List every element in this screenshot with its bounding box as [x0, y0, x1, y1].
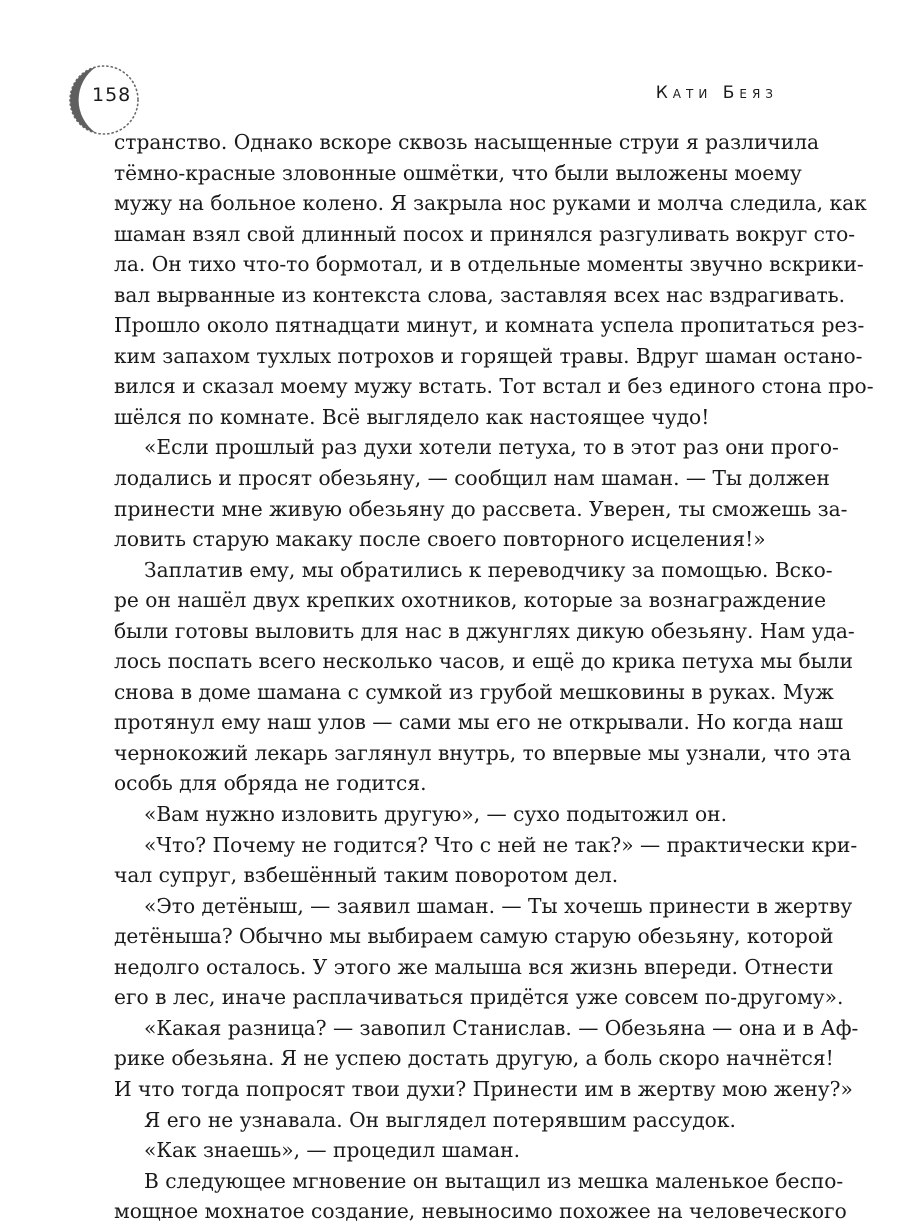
text-line: «Что? Почему не годится? Что с ней не так?» — практически кри- — [144, 832, 858, 857]
text-line: «Вам нужно изловить другую», — сухо подытожил он. — [144, 802, 728, 827]
text-line: «Если прошлый раз духи хотели петуха, то в этот раз они прого- — [144, 435, 839, 460]
text-line: шёлся по комнате. Всё выглядело как настоящее чудо! — [114, 404, 710, 429]
text-line: странство. Однако вскоре сквозь насыщенные струи я различила — [114, 130, 820, 154]
text-line: шаман взял свой длинный посох и принялся разгуливать вокруг сто- — [114, 221, 856, 246]
text-line: ла. Он тихо что-то бормотал, и в отдельные моменты звучно вскрики- — [114, 252, 864, 277]
text-line: Я его не узнавала. Он выглядел потерявшим рассудок. — [144, 1107, 736, 1132]
text-line: протянул ему наш улов — сами мы его не открывали. Но когда наш — [114, 710, 843, 735]
text-line: ким запахом тухлых потрохов и горящей травы. Вдруг шаман остано- — [114, 343, 863, 368]
text-line: вился и сказал моему мужу встать. Тот встал и без единого стона про- — [114, 374, 874, 399]
text-line: Заплатив ему, мы обратились к переводчику за помощью. Вско- — [144, 557, 833, 582]
text-line: «Как знаешь», — процедил шаман. — [144, 1138, 521, 1163]
text-line: его в лес, иначе расплачиваться придётся уже совсем по-другому». — [114, 985, 844, 1010]
text-line: принести мне живую обезьяну до рассвета. Уверен, ты сможешь за- — [114, 496, 848, 521]
text-line: вал вырванные из контекста слова, заставляя всех нас вздрагивать. — [114, 282, 846, 307]
text-line: В следующее мгновение он вытащил из мешка маленькое беспо- — [144, 1168, 844, 1193]
text-line: мощное мохнатое создание, невыносимо похожее на человеческого — [114, 1199, 847, 1224]
text-line: детёныша? Обычно мы выбираем самую старую обезьяну, которой — [114, 924, 834, 949]
page-number: 158 — [92, 84, 132, 106]
text-line: чернокожий лекарь заглянул внутрь, то впервые мы узнали, что эта — [114, 740, 852, 765]
text-line: тёмно-красные зловонные ошмётки, что были выложены моему — [114, 160, 802, 185]
text-line: «Это детёныш, — заявил шаман. — Ты хочешь принести в жертву — [144, 893, 853, 918]
text-line: Прошло около пятнадцати минут, и комната успела пропитаться рез- — [114, 313, 865, 338]
text-line: недолго осталось. У этого же малыша вся жизнь впереди. Отнести — [114, 954, 834, 979]
text-line: лодались и просят обезьяну, — сообщил нам шаман. — Ты должен — [114, 466, 830, 491]
text-line: чал супруг, взбешённый таким поворотом дел. — [114, 863, 619, 888]
text-line: лось поспать всего несколько часов, и ещё до крика петуха мы были — [114, 649, 853, 674]
text-line: рике обезьяна. Я не успею достать другую, а боль скоро начнётся! — [114, 1046, 834, 1071]
text-line: были готовы выловить для нас в джунглях дикую обезьяну. Нам уда- — [114, 618, 855, 643]
text-line: особь для обряда не годится. — [114, 771, 427, 796]
text-line: ловить старую макаку после своего повторного исцеления!» — [114, 527, 766, 552]
text-line: И что тогда попросят твои духи? Принести им в жертву мою жену?» — [114, 1076, 853, 1101]
text-line: «Какая разница? — завопил Станислав. — Обезьяна — она и в Аф- — [144, 1015, 859, 1040]
text-line: мужу на больное колено. Я закрыла нос руками и молча следила, как — [114, 191, 867, 216]
running-header-author: Кати Беяз — [655, 83, 778, 103]
text-line: снова в доме шамана с сумкой из грубой мешковины в руках. Муж — [114, 679, 834, 704]
text-line: ре он нашёл двух крепких охотников, которые за вознаграждение — [114, 588, 827, 613]
body-text — [114, 127, 874, 1227]
